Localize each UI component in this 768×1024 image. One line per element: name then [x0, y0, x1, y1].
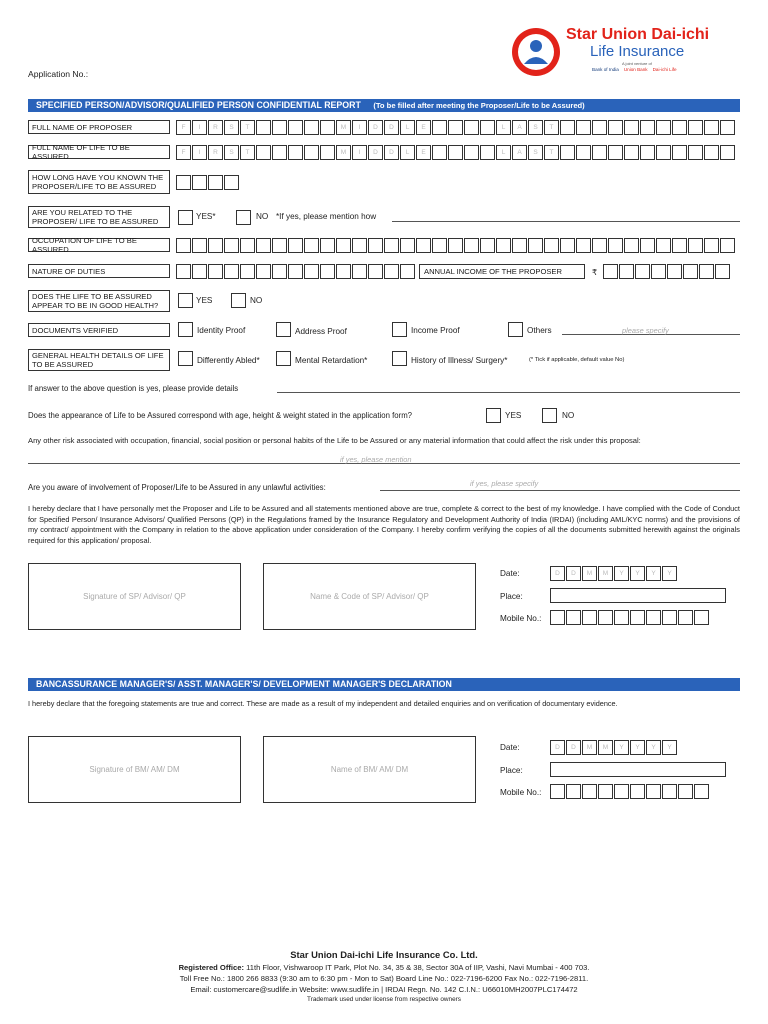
input-cell[interactable]: D — [550, 740, 565, 755]
input-cell[interactable] — [603, 264, 618, 279]
input-cell[interactable] — [288, 120, 303, 135]
label-related: ARE YOU RELATED TO THE PROPOSER/ LIFE TO BE ASSURED — [28, 206, 170, 228]
company-logo — [510, 26, 742, 80]
input-cell[interactable] — [304, 264, 319, 279]
input-cell[interactable]: D — [550, 566, 565, 581]
rupee-symbol: ₹ — [592, 268, 598, 277]
input-cell[interactable] — [608, 238, 623, 253]
doc-income-checkbox[interactable] — [392, 322, 407, 337]
input-cell[interactable] — [656, 238, 671, 253]
input-cell[interactable] — [272, 238, 287, 253]
doc-identity-checkbox[interactable] — [178, 322, 193, 337]
input-cell[interactable] — [656, 145, 671, 160]
input-cell[interactable] — [614, 784, 629, 799]
input-cell[interactable] — [688, 120, 703, 135]
input-cell[interactable]: L — [400, 120, 415, 135]
input-cell[interactable]: Y — [662, 566, 677, 581]
name-life-cells[interactable] — [176, 145, 736, 160]
input-cell[interactable]: M — [598, 566, 613, 581]
input-cell[interactable] — [651, 264, 666, 279]
input-cell[interactable] — [192, 264, 207, 279]
related-yes-checkbox[interactable] — [178, 210, 193, 225]
input-cell[interactable] — [384, 264, 399, 279]
section1-note: (To be filled after meeting the Proposer/Life to be Assured) — [373, 101, 585, 110]
input-cell[interactable]: F — [176, 145, 191, 160]
logo-line1: Star Union Dai-ichi — [566, 26, 710, 43]
input-cell[interactable] — [582, 610, 597, 625]
input-cell[interactable] — [432, 238, 447, 253]
occupation-cells[interactable] — [176, 238, 736, 253]
input-cell[interactable] — [598, 784, 613, 799]
input-cell[interactable] — [448, 145, 463, 160]
input-cell[interactable]: L — [496, 120, 511, 135]
input-cell[interactable] — [272, 120, 287, 135]
doc-identity-label: Identity Proof — [197, 326, 246, 335]
input-cell[interactable] — [208, 264, 223, 279]
input-cell[interactable]: M — [336, 120, 351, 135]
input-cell[interactable] — [646, 610, 661, 625]
input-cell[interactable] — [678, 610, 693, 625]
mobile-label-2: Mobile No.: — [500, 788, 542, 797]
input-cell[interactable]: S — [224, 145, 239, 160]
input-cell[interactable] — [582, 784, 597, 799]
input-cell[interactable] — [646, 784, 661, 799]
input-cell[interactable] — [619, 264, 634, 279]
other-risk-question: Any other risk associated with occupation, financial, social position or personal habits of the Life to be Assured or any material information that could affect the risk under this proposal: — [28, 436, 641, 445]
input-cell[interactable] — [480, 120, 495, 135]
doc-others-checkbox[interactable] — [508, 322, 523, 337]
input-cell[interactable] — [662, 610, 677, 625]
input-cell[interactable] — [304, 120, 319, 135]
input-cell[interactable] — [688, 238, 703, 253]
input-cell[interactable] — [667, 264, 682, 279]
place-label-2: Place: — [500, 766, 523, 775]
input-cell[interactable] — [598, 610, 613, 625]
input-cell[interactable] — [448, 120, 463, 135]
name-bm-box[interactable]: Name of BM/ AM/ DM — [263, 736, 476, 803]
input-cell[interactable]: Y — [630, 740, 645, 755]
input-cell[interactable]: R — [208, 120, 223, 135]
input-cell[interactable] — [384, 238, 399, 253]
input-cell[interactable]: I — [352, 120, 367, 135]
input-cell[interactable] — [288, 145, 303, 160]
doc-specify-placeholder: please specify — [622, 326, 669, 335]
input-cell[interactable]: D — [566, 740, 581, 755]
input-cell[interactable] — [672, 145, 687, 160]
label-full-name-life: FULL NAME OF LIFE TO BE ASSURED — [28, 145, 170, 159]
input-cell[interactable]: I — [192, 120, 207, 135]
declaration-2: I hereby declare that the foregoing statements are true and correct. These are made as a result of my independent and detailed enquiries and on verification of documentary evidence. — [28, 699, 618, 708]
doc-address-checkbox[interactable] — [276, 322, 291, 337]
input-cell[interactable]: R — [208, 145, 223, 160]
input-cell[interactable] — [544, 238, 559, 253]
doc-address-label: Address Proof — [295, 327, 347, 336]
input-cell[interactable] — [640, 120, 655, 135]
input-cell[interactable] — [480, 145, 495, 160]
signature-bm-box[interactable]: Signature of BM/ AM/ DM — [28, 736, 241, 803]
date-cells-1[interactable] — [550, 566, 678, 581]
input-cell[interactable] — [608, 120, 623, 135]
input-cell[interactable] — [176, 175, 191, 190]
input-cell[interactable] — [672, 120, 687, 135]
input-cell[interactable]: T — [544, 145, 559, 160]
input-cell[interactable]: D — [566, 566, 581, 581]
label-good-health: DOES THE LIFE TO BE ASSURED APPEAR TO BE IN GOOD HEALTH? — [28, 290, 170, 312]
input-cell[interactable] — [635, 264, 650, 279]
mobile-label-1: Mobile No.: — [500, 614, 542, 623]
gh-abled-label: Differently Abled* — [197, 356, 260, 365]
input-cell[interactable] — [192, 175, 207, 190]
label-general-health: GENERAL HEALTH DETAILS OF LIFE TO BE ASSURED — [28, 349, 170, 371]
input-cell[interactable] — [320, 145, 335, 160]
input-cell[interactable] — [672, 238, 687, 253]
input-cell[interactable] — [320, 238, 335, 253]
input-cell[interactable] — [192, 238, 207, 253]
input-cell[interactable]: S — [528, 120, 543, 135]
input-cell[interactable] — [560, 238, 575, 253]
gh-abled-checkbox[interactable] — [178, 351, 193, 366]
place-input-1[interactable] — [550, 588, 726, 603]
input-cell[interactable]: T — [544, 120, 559, 135]
related-mention-label: *If yes, please mention how — [276, 212, 377, 221]
input-cell[interactable] — [576, 238, 591, 253]
input-cell[interactable]: F — [176, 120, 191, 135]
input-cell[interactable] — [560, 145, 575, 160]
input-cell[interactable] — [304, 238, 319, 253]
input-cell[interactable] — [715, 264, 730, 279]
input-cell[interactable] — [336, 264, 351, 279]
input-cell[interactable]: Y — [614, 740, 629, 755]
input-cell[interactable] — [288, 264, 303, 279]
gh-history-checkbox[interactable] — [392, 351, 407, 366]
input-cell[interactable] — [320, 264, 335, 279]
input-cell[interactable]: T — [240, 145, 255, 160]
input-cell[interactable] — [630, 610, 645, 625]
input-cell[interactable]: Y — [662, 740, 677, 755]
input-cell[interactable] — [720, 238, 735, 253]
unlawful-placeholder: if yes, please specify — [470, 479, 539, 488]
mobile-cells-2[interactable] — [550, 784, 710, 799]
gh-mental-label: Mental Retardation* — [295, 356, 368, 365]
good-health-no-checkbox[interactable] — [231, 293, 246, 308]
input-cell[interactable]: Y — [614, 566, 629, 581]
input-cell[interactable] — [678, 784, 693, 799]
input-cell[interactable] — [176, 238, 191, 253]
label-occupation: OCCUPATION OF LIFE TO BE ASSURED — [28, 238, 170, 252]
input-cell[interactable]: D — [384, 145, 399, 160]
partner-boi: Bank of India — [592, 67, 619, 72]
input-cell[interactable] — [368, 264, 383, 279]
related-no-label: NO — [256, 212, 269, 221]
footer-trademark: Trademark used under license from respective owners — [307, 996, 461, 1003]
partner-daiichi: Dai-ichi Life — [652, 67, 677, 72]
input-cell[interactable] — [566, 610, 581, 625]
input-cell[interactable]: E — [416, 145, 431, 160]
doc-others-label: Others — [527, 326, 552, 335]
input-cell[interactable] — [400, 238, 415, 253]
input-cell[interactable]: T — [240, 120, 255, 135]
input-cell[interactable] — [352, 264, 367, 279]
input-cell[interactable] — [432, 145, 447, 160]
footer-phones: Toll Free No.: 1800 266 8833 (9:30 am to 6:30 pm - Mon to Sat) Board Line No.: 022-7196-6200 Fax No.: 022-7196-2811. — [179, 974, 589, 983]
input-cell[interactable] — [560, 120, 575, 135]
input-cell[interactable] — [576, 120, 591, 135]
input-cell[interactable] — [704, 238, 719, 253]
input-cell[interactable] — [608, 145, 623, 160]
input-cell[interactable]: Y — [630, 566, 645, 581]
input-cell[interactable] — [688, 145, 703, 160]
input-cell[interactable] — [352, 238, 367, 253]
input-cell[interactable] — [272, 145, 287, 160]
good-health-yes-label: YES — [196, 296, 213, 305]
input-cell[interactable] — [256, 264, 271, 279]
input-cell[interactable]: L — [400, 145, 415, 160]
input-cell[interactable]: L — [496, 145, 511, 160]
input-cell[interactable] — [288, 238, 303, 253]
footer-registered — [0, 963, 768, 972]
input-cell[interactable] — [656, 120, 671, 135]
mobile-cells-1[interactable] — [550, 610, 710, 625]
input-cell[interactable] — [640, 238, 655, 253]
input-cell[interactable] — [550, 610, 565, 625]
input-cell[interactable] — [256, 120, 271, 135]
input-cell[interactable] — [432, 120, 447, 135]
gh-history-label: History of Illness/ Surgery* — [411, 356, 508, 365]
input-cell[interactable]: A — [512, 145, 527, 160]
input-cell[interactable] — [592, 145, 607, 160]
other-risk-placeholder: if yes, please mention — [340, 455, 412, 464]
related-no-checkbox[interactable] — [236, 210, 251, 225]
label-documents: DOCUMENTS VERIFIED — [28, 323, 170, 337]
good-health-no-label: NO — [250, 296, 263, 305]
gh-note: (* Tick if applicable, default value No) — [529, 357, 625, 363]
input-cell[interactable]: M — [336, 145, 351, 160]
input-cell[interactable] — [256, 238, 271, 253]
footer-reg-label: Registered Office: — [178, 963, 244, 972]
doc-income-label: Income Proof — [411, 326, 460, 335]
input-cell[interactable]: S — [224, 120, 239, 135]
input-cell[interactable] — [592, 238, 607, 253]
declaration-1: I hereby declare that I have personally met the Proposer and Life to be Assured and all statements mentioned above are true, complete & correct to the best of my knowledge. I have complied with the Code of Conduct for Specified Person/ Insurance Advisors/ Qualified Persons (QP) in the Regulations framed by the Insurance Regulatory and Development Authority of India (IRDAI) (including AML/KYC norms) and the provisions of my contract/ appointment with the Company in relation to the above application under consideration of the Company. I hereby confirm verifying the copies of all the documents submitted herewith against the originals required for this application/ proposal. — [28, 504, 740, 545]
related-mention-line[interactable] — [392, 212, 740, 222]
sud-emblem-icon — [510, 26, 562, 78]
input-cell[interactable] — [208, 175, 223, 190]
unlawful-question: Are you aware of involvement of Proposer/Life to be Assured in any unlawful activities: — [28, 483, 326, 492]
unlawful-line[interactable] — [380, 480, 740, 491]
input-cell[interactable] — [592, 120, 607, 135]
input-cell[interactable] — [550, 784, 565, 799]
input-cell[interactable] — [464, 238, 479, 253]
input-cell[interactable] — [304, 145, 319, 160]
input-cell[interactable] — [448, 238, 463, 253]
good-health-yes-checkbox[interactable] — [178, 293, 193, 308]
input-cell[interactable] — [208, 238, 223, 253]
date-label-2: Date: — [500, 743, 520, 752]
input-cell[interactable]: I — [352, 145, 367, 160]
input-cell[interactable] — [720, 145, 735, 160]
input-cell[interactable] — [699, 264, 714, 279]
input-cell[interactable] — [416, 238, 431, 253]
input-cell[interactable]: M — [582, 566, 597, 581]
details-line[interactable] — [277, 384, 740, 393]
place-label-1: Place: — [500, 592, 523, 601]
input-cell[interactable] — [566, 784, 581, 799]
name-proposer-cells[interactable] — [176, 120, 736, 135]
input-cell[interactable] — [630, 784, 645, 799]
input-cell[interactable] — [240, 264, 255, 279]
input-cell[interactable] — [336, 238, 351, 253]
signature-sp-box[interactable]: Signature of SP/ Advisor/ QP — [28, 563, 241, 630]
input-cell[interactable]: I — [192, 145, 207, 160]
input-cell[interactable] — [176, 264, 191, 279]
input-cell[interactable] — [694, 610, 709, 625]
logo-line2: Life Insurance — [590, 43, 685, 60]
input-cell[interactable] — [624, 120, 639, 135]
input-cell[interactable] — [624, 145, 639, 160]
input-cell[interactable] — [256, 145, 271, 160]
input-cell[interactable] — [368, 238, 383, 253]
input-cell[interactable] — [662, 784, 677, 799]
input-cell[interactable] — [512, 238, 527, 253]
input-cell[interactable] — [614, 610, 629, 625]
name-code-sp-box[interactable]: Name & Code of SP/ Advisor/ QP — [263, 563, 476, 630]
input-cell[interactable] — [480, 238, 495, 253]
section2-banner — [28, 678, 740, 691]
input-cell[interactable] — [624, 238, 639, 253]
income-cells[interactable] — [603, 264, 731, 279]
input-cell[interactable]: A — [512, 120, 527, 135]
input-cell[interactable] — [224, 264, 239, 279]
label-duties: NATURE OF DUTIES — [28, 264, 170, 278]
input-cell[interactable] — [640, 145, 655, 160]
section1-banner — [28, 99, 740, 112]
footer-contact: Email: customercare@sudlife.in Website: www.sudlife.in | IRDAI Regn. No. 142 C.I.N.: U66010MH2007PLC174472 — [190, 985, 578, 994]
place-input-2[interactable] — [550, 762, 726, 777]
input-cell[interactable] — [576, 145, 591, 160]
related-yes-label: YES* — [196, 212, 216, 221]
input-cell[interactable] — [704, 120, 719, 135]
duties-cells[interactable] — [176, 264, 416, 279]
input-cell[interactable] — [694, 784, 709, 799]
appearance-no-checkbox[interactable] — [542, 408, 557, 423]
appearance-question: Does the appearance of Life to be Assured correspond with age, height & weight stated in the application form? — [28, 411, 413, 420]
input-cell[interactable] — [272, 264, 287, 279]
input-cell[interactable]: M — [598, 740, 613, 755]
label-full-name-proposer: FULL NAME OF PROPOSER — [28, 120, 170, 134]
gh-mental-checkbox[interactable] — [276, 351, 291, 366]
input-cell[interactable]: D — [384, 120, 399, 135]
input-cell[interactable] — [400, 264, 415, 279]
label-annual-income: ANNUAL INCOME OF THE PROPOSER — [419, 264, 585, 279]
footer-company: Star Union Dai-ichi Life Insurance Co. Ltd. — [290, 949, 478, 960]
input-cell[interactable]: Y — [646, 740, 661, 755]
partner-union: Union Bank — [623, 67, 648, 72]
input-cell[interactable]: E — [416, 120, 431, 135]
date-cells-2[interactable] — [550, 740, 678, 755]
application-no-label: Application No.: — [28, 69, 89, 79]
input-cell[interactable] — [240, 238, 255, 253]
section1-title: SPECIFIED PERSON/ADVISOR/QUALIFIED PERSON CONFIDENTIAL REPORT — [36, 100, 361, 110]
input-cell[interactable]: S — [528, 145, 543, 160]
input-cell[interactable] — [720, 120, 735, 135]
logo-tagline: A joint venture of — [622, 61, 652, 66]
input-cell[interactable] — [224, 238, 239, 253]
input-cell[interactable] — [464, 120, 479, 135]
input-cell[interactable] — [320, 120, 335, 135]
input-cell[interactable]: D — [368, 120, 383, 135]
details-question: If answer to the above question is yes, please provide details — [28, 384, 239, 393]
how-long-cells[interactable] — [176, 175, 240, 190]
input-cell[interactable]: D — [368, 145, 383, 160]
input-cell[interactable] — [704, 145, 719, 160]
section2-title: BANCASSURANCE MANAGER'S/ ASST. MANAGER'S/ DEVELOPMENT MANAGER'S DECLARATION — [36, 679, 452, 689]
input-cell[interactable]: Y — [646, 566, 661, 581]
date-label-1: Date: — [500, 569, 520, 578]
appearance-no-label: NO — [562, 411, 575, 420]
input-cell[interactable] — [464, 145, 479, 160]
input-cell[interactable] — [528, 238, 543, 253]
appearance-yes-checkbox[interactable] — [486, 408, 501, 423]
footer-reg-text: 11th Floor, Vishwaroop IT Park, Plot No. 34, 35 & 38, Sector 30A of IIP, Vashi, Navi Mumbai - 400 703. — [246, 963, 590, 972]
input-cell[interactable] — [224, 175, 239, 190]
logo-partners — [592, 67, 677, 72]
input-cell[interactable] — [683, 264, 698, 279]
input-cell[interactable] — [496, 238, 511, 253]
input-cell[interactable]: M — [582, 740, 597, 755]
appearance-yes-label: YES — [505, 411, 522, 420]
label-how-long: HOW LONG HAVE YOU KNOWN THE PROPOSER/LIFE TO BE ASSURED — [28, 170, 170, 194]
